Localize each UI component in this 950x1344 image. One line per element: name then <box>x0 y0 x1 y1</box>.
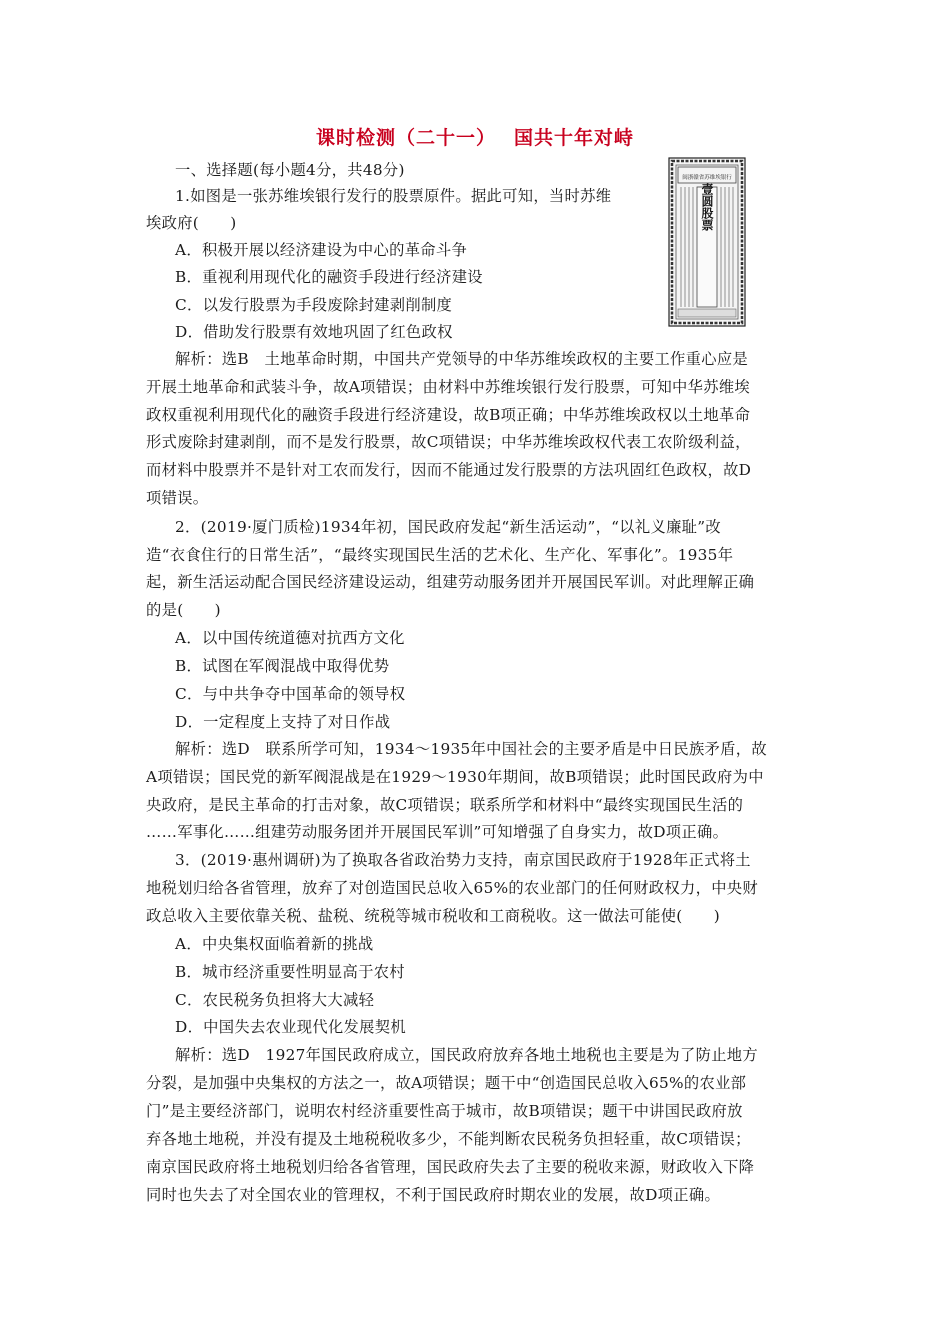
q3-option-d: D．中国失去农业现代化发展契机 <box>175 1018 406 1036</box>
q1-stem-line: 1.如图是一张苏维埃银行发行的股票原件。据此可知，当时苏维 <box>175 187 612 205</box>
stock-certificate-image <box>668 157 746 327</box>
q3-analysis-line: 分裂，是加强中央集权的方法之一，故A项错误；题干中“创造国民总收入65%的农业部 <box>146 1074 747 1092</box>
q2-stem-line: 的是( ) <box>146 601 221 619</box>
q3-option-c: C．农民税务负担将大大减轻 <box>175 991 375 1009</box>
page-title <box>0 123 950 150</box>
q1-stem-line: 埃政府( ) <box>146 214 237 232</box>
q3-stem-line: 政总收入主要依靠关税、盐税、统税等城市税收和工商税收。这一做法可能使( ) <box>146 907 721 925</box>
q1-analysis-line: 形式废除封建剥削，而不是发行股票，故C项错误；中华苏维埃政权代表工农阶级利益， <box>146 433 751 451</box>
q1-option-a: A．积极开展以经济建设为中心的革命斗争 <box>175 241 468 259</box>
q3-analysis-line: 门”是主要经济部门，说明农村经济重要性高于城市，故B项错误；题干中讲国民政府放 <box>146 1102 743 1120</box>
q3-stem-line: 地税划归给各省管理，放弃了对创造国民总收入65%的农业部门的任何财政权力，中央财 <box>146 879 758 897</box>
q2-option-c: C．与中共争夺中国革命的领导权 <box>175 685 406 703</box>
stock-main-text: 壹圆股票 <box>700 183 714 231</box>
q3-analysis-line: 弃各地土地税，并没有提及土地税税收多少，不能判断农民税务负担轻重，故C项错误； <box>146 1130 751 1148</box>
q2-option-b: B．试图在军阀混战中取得优势 <box>175 657 390 675</box>
q2-analysis-line: 央政府，是民主革命的打击对象，故C项错误；联系所学和材料中“最终实现国民生活的 <box>146 796 744 814</box>
q1-analysis-line: 项错误。 <box>146 489 209 507</box>
q3-analysis-line: 同时也失去了对全国农业的管理权，不利于国民政府时期农业的发展，故D项正确。 <box>146 1186 721 1204</box>
q2-analysis-line: A项错误；国民党的新军阀混战是在1929～1930年期间，故B项错误；此时国民政府为中 <box>146 768 764 786</box>
title-sub: 国共十年对峙 <box>514 127 635 149</box>
q3-analysis-line: 南京国民政府将土地税划归给各省管理，国民政府失去了主要的税收来源，财政收入下降 <box>146 1158 755 1176</box>
q3-option-a: A．中央集权面临着新的挑战 <box>175 935 374 953</box>
q3-stem-line: 3．(2019·惠州调研)为了换取各省政治势力支持，南京国民政府于1928年正式将土 <box>175 851 751 869</box>
q2-option-d: D．一定程度上支持了对日作战 <box>175 713 391 731</box>
q1-analysis-line: 解析：选B 土地革命时期，中国共产党领导的中华苏维埃政权的主要工作重心应是 <box>175 350 749 368</box>
q2-analysis-line: ……军事化……组建劳动服务团并开展国民军训”可知增强了自身实力，故D项正确。 <box>146 823 729 841</box>
q1-option-d: D．借助发行股票有效地巩固了红色政权 <box>175 323 453 341</box>
q1-option-c: C．以发行股票为手段废除封建剥削制度 <box>175 296 453 314</box>
section-header: 一、选择题(每小题4分，共48分) <box>175 161 405 179</box>
q1-option-b: B．重视利用现代化的融资手段进行经济建设 <box>175 268 483 286</box>
q2-stem-line: 2．(2019·厦门质检)1934年初，国民政府发起“新生活运动”，“以礼义廉耻”改 <box>175 518 721 536</box>
q3-analysis-line: 解析：选D 1927年国民政府成立，国民政府放弃各地土地税也主要是为了防止地方 <box>175 1046 758 1064</box>
q1-analysis-line: 而材料中股票并不是针对工农而发行，因而不能通过发行股票的方法巩固红色政权，故D <box>146 461 752 479</box>
q2-stem-line: 起，新生活运动配合国民经济建设运动，组建劳动服务团并开展国民军训。对此理解正确 <box>146 573 755 591</box>
title-main: 课时检测（二十一） <box>315 127 496 149</box>
q1-analysis-line: 政权重视利用现代化的融资手段进行经济建设，故B项正确；中华苏维埃政权以土地革命 <box>146 406 751 424</box>
q2-analysis-line: 解析：选D 联系所学可知，1934～1935年中国社会的主要矛盾是中日民族矛盾，故 <box>175 740 767 758</box>
stock-top-text: 闽浙赣省苏维埃银行 <box>682 175 732 181</box>
q2-option-a: A．以中国传统道德对抗西方文化 <box>175 629 405 647</box>
q2-stem-line: 造“衣食住行的日常生活”，“最终实现国民生活的艺术化、生产化、军事化”。1935年 <box>146 546 734 564</box>
q1-analysis-line: 开展土地革命和武装斗争，故A项错误；由材料中苏维埃银行发行股票，可知中华苏维埃 <box>146 378 751 396</box>
q3-option-b: B．城市经济重要性明显高于农村 <box>175 963 405 981</box>
